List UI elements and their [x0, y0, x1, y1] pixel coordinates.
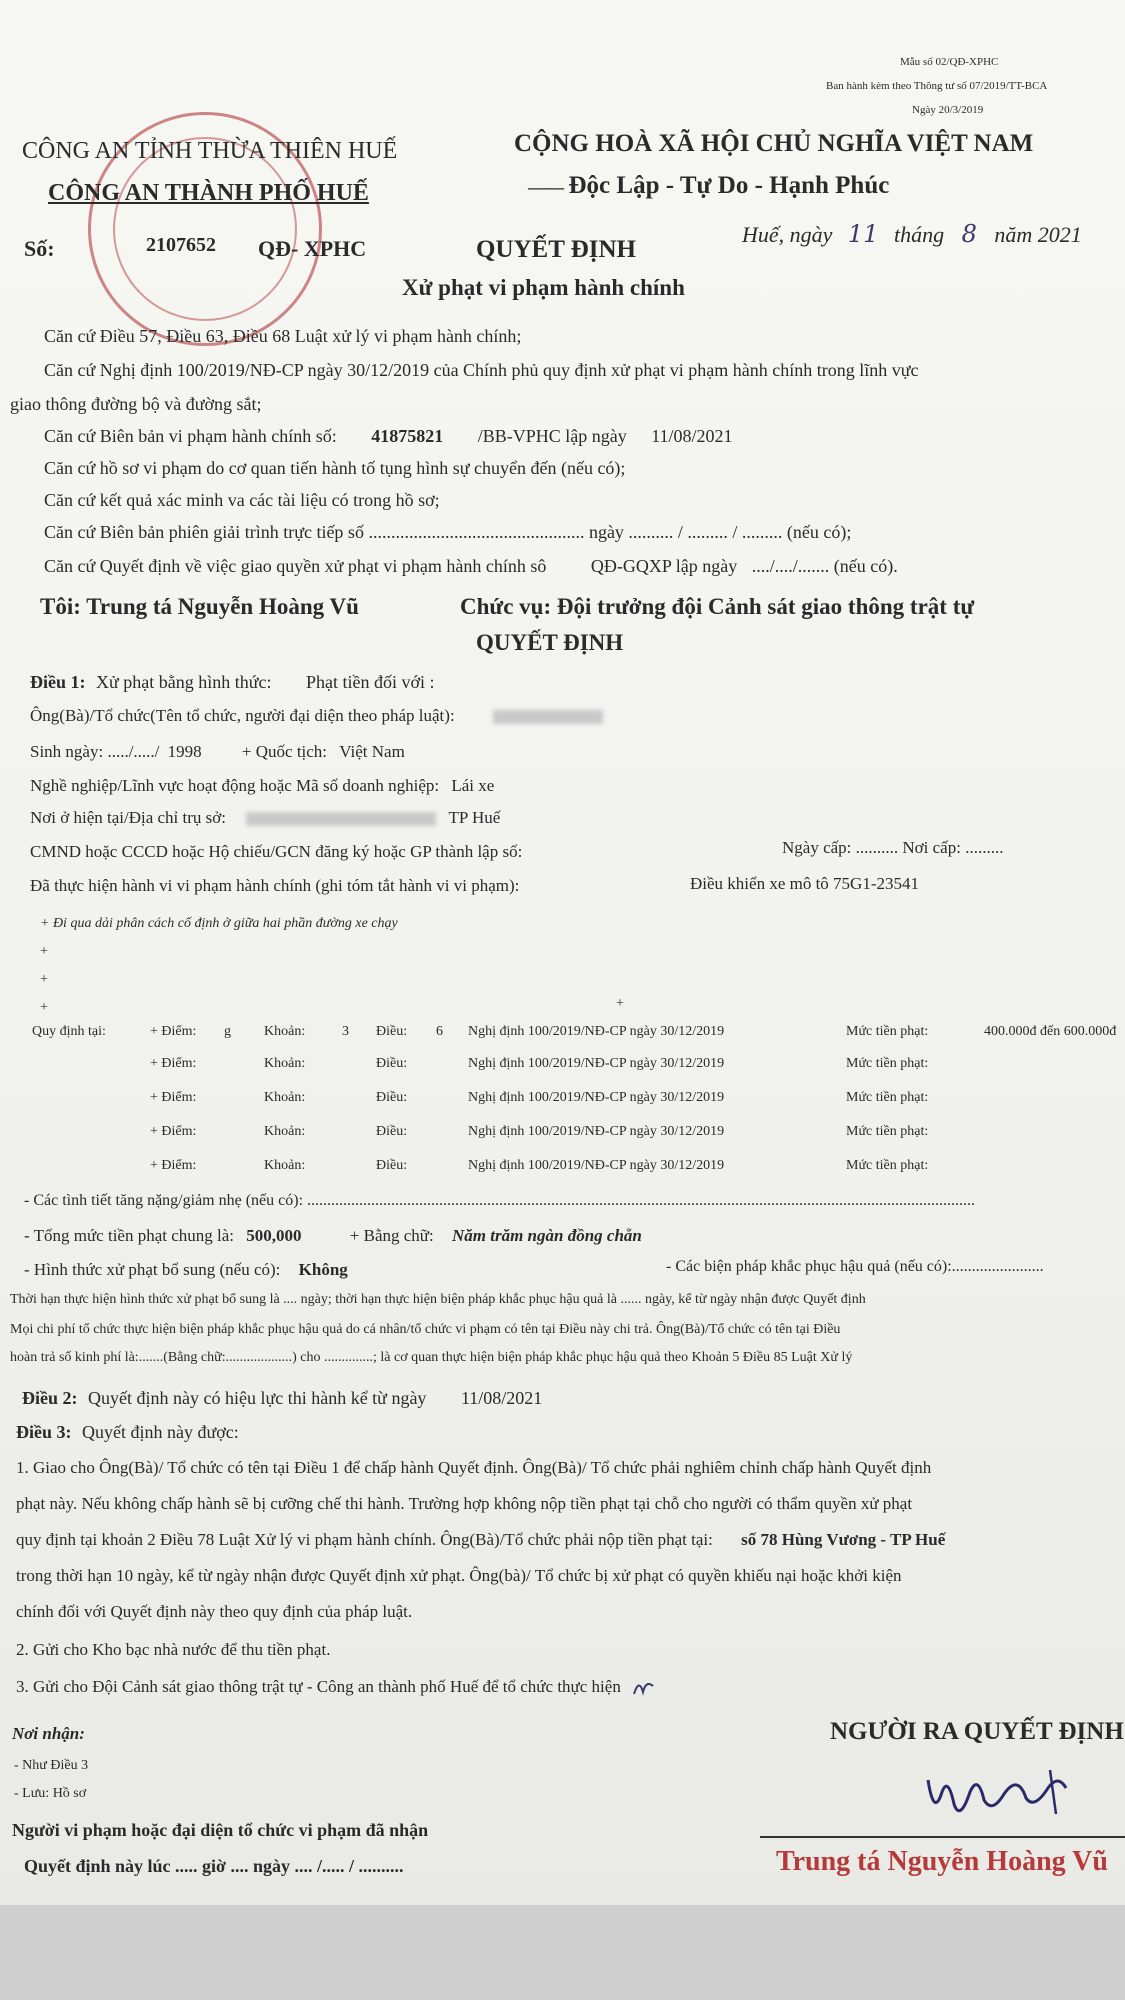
- rule-1-decree: Nghị định 100/2019/NĐ-CP ngày 30/12/2019: [468, 1024, 725, 1039]
- basis-2b: giao thông đường bộ và đường sắt;: [10, 394, 262, 414]
- rule-1-khoan: 3: [342, 1024, 349, 1039]
- note-3: hoàn trả số kinh phí là:.......(Bằng chữ:...................) cho ..............; là cơ quan thực hiện biện pháp khắc phục hậu quả theo Khoản 5 Điều 85 Luật Xử lý: [10, 1350, 853, 1365]
- rule-3-decree: Nghị định 100/2019/NĐ-CP ngày 30/12/2019: [468, 1090, 725, 1105]
- date-year: năm 2021: [994, 222, 1082, 247]
- note-2: Mọi chi phí tổ chức thực hiện biện pháp khắc phục hậu quả do cá nhân/tổ chức vi phạm có tên tại Điều này chi trả. Ông(Bà)/Tổ chức có tên tại Điều: [10, 1322, 841, 1337]
- so-suffix: QĐ- XPHC: [258, 236, 367, 261]
- address-line: [30, 808, 500, 828]
- total-value: 500,000: [246, 1226, 302, 1245]
- article-3-line: [16, 1422, 239, 1443]
- total-line: [24, 1226, 642, 1246]
- article-3-text: Quyết định này được:: [82, 1422, 239, 1442]
- rule-5-dieu-l: Điều:: [376, 1158, 408, 1173]
- received-label: Người vi phạm hoặc đại diện tổ chức vi phạm đã nhận: [12, 1820, 429, 1840]
- basis-7: [44, 556, 898, 577]
- violation-plus-3: +: [40, 972, 48, 987]
- job-label: Nghề nghiệp/Lĩnh vực hoạt động hoặc Mã số doanh nghiệp:: [30, 776, 440, 795]
- article-3-p2: phạt này. Nếu không chấp hành sẽ bị cưỡng chế thi hành. Trường hợp không nộp tiền phạt tại chỗ cho người có thẩm quyền xử phạt: [16, 1494, 913, 1513]
- rule-2-decree: Nghị định 100/2019/NĐ-CP ngày 30/12/2019: [468, 1056, 725, 1071]
- article-1-heading: Điều 1:: [30, 672, 86, 692]
- form-issued-with: Ban hành kèm theo Thông tư số 07/2019/TT-BCA: [826, 80, 1048, 92]
- rule-4-fine-l: Mức tiền phạt:: [846, 1124, 929, 1139]
- dob-year: 1998: [167, 742, 202, 761]
- rule-5-khoan-l: Khoản:: [264, 1158, 306, 1173]
- circumstances: - Các tình tiết tăng nặng/giảm nhẹ (nếu có): .......................................................................................................................................................................: [24, 1192, 976, 1209]
- rule-4-diem-l: + Điểm:: [150, 1124, 197, 1139]
- rule-3-dieu-l: Điều:: [376, 1090, 408, 1105]
- rule-2-dieu-l: Điều:: [376, 1056, 408, 1071]
- basis-3-label: Căn cứ Biên bản vi phạm hành chính số:: [44, 426, 337, 446]
- rule-2-khoan-l: Khoản:: [264, 1056, 306, 1071]
- rule-4-dieu-l: Điều:: [376, 1124, 408, 1139]
- rule-3-khoan-l: Khoản:: [264, 1090, 306, 1105]
- rule-1-diem: g: [224, 1024, 231, 1039]
- agency-1: CÔNG AN TỈNH THỪA THIÊN HUẾ: [22, 138, 398, 164]
- note-1: Thời hạn thực hiện hình thức xử phạt bổ sung là .... ngày; thời hạn thực hiện biện pháp khắc phục hậu quả là ...... ngày, kể từ ngày nhận được Quyết định: [10, 1292, 866, 1307]
- article-3-p3-line: [16, 1530, 945, 1550]
- violation-plus-2: +: [40, 944, 48, 959]
- recipients-label: Nơi nhận:: [12, 1724, 85, 1743]
- form-code: Mẫu số 02/QĐ-XPHC: [900, 56, 999, 68]
- article-1-form: Xử phạt bằng hình thức:: [96, 672, 272, 692]
- article-3-p5: chính đối với Quyết định này theo quy định của pháp luật.: [16, 1602, 413, 1621]
- article-2-line: [22, 1388, 542, 1409]
- words-value: Năm trăm ngàn đồng chẵn: [452, 1226, 642, 1245]
- date-month-label: tháng: [893, 222, 945, 247]
- rule-1-fine-l: Mức tiền phạt:: [846, 1024, 929, 1039]
- officer-position: Chức vụ: Đội trưởng đội Cảnh sát giao thông trật tự: [460, 594, 975, 619]
- article-3-p1: 1. Giao cho Ông(Bà)/ Tổ chức có tên tại Điều 1 để chấp hành Quyết định. Ông(Bà)/ Tổ chức phải nghiêm chỉnh chấp hành Quyết định: [16, 1458, 932, 1477]
- rule-4-khoan-l: Khoản:: [264, 1124, 306, 1139]
- rule-2-diem-l: + Điểm:: [150, 1056, 197, 1071]
- basis-1: Căn cứ Điều 57, Điều 63, Điều 68 Luật xử lý vi phạm hành chính;: [44, 326, 522, 346]
- id-label: CMND hoặc CCCD hoặc Hộ chiếu/GCN đăng ký hoặc GP thành lập số:: [30, 842, 523, 861]
- decision-heading: QUYẾT ĐỊNH: [476, 630, 624, 655]
- violation-vehicle: Điều khiển xe mô tô 75G1-23541: [690, 874, 919, 893]
- date-line: [742, 220, 1082, 248]
- words-label: + Bằng chữ:: [349, 1226, 434, 1245]
- article-3-p6: 2. Gửi cho Kho bạc nhà nước để thu tiền phạt.: [16, 1640, 331, 1659]
- form-issue-date: Ngày 20/3/2019: [912, 104, 984, 116]
- rule-2-fine-l: Mức tiền phạt:: [846, 1056, 929, 1071]
- article-1-heading-line: [30, 672, 435, 693]
- signature-divider: [760, 1836, 1125, 1838]
- article-3-p3: quy định tại khoản 2 Điều 78 Luật Xử lý vi phạm hành chính. Ông(Bà)/Tổ chức phải nộp tiền phạt tại:: [16, 1530, 713, 1549]
- date-day: 11: [847, 220, 879, 248]
- motto: —— Độc Lập - Tự Do - Hạnh Phúc: [528, 172, 890, 199]
- extra-value: Không: [298, 1260, 348, 1279]
- redacted-address: [246, 812, 436, 826]
- so-number: 2107652: [146, 234, 216, 256]
- rule-1-fine: 400.000đ đến 600.000đ: [984, 1024, 1117, 1039]
- recipient-2: - Lưu: Hồ sơ: [14, 1786, 87, 1801]
- rule-1-dieu-l: Điều:: [376, 1024, 408, 1039]
- signature-icon: [900, 1752, 1100, 1832]
- basis-4: Căn cứ hồ sơ vi phạm do cơ quan tiến hành tố tụng hình sự chuyển đến (nếu có);: [44, 458, 626, 478]
- motto-text: Độc Lập - Tự Do - Hạnh Phúc: [568, 172, 890, 199]
- date-prefix: Huế, ngày: [742, 222, 833, 247]
- rule-5-diem-l: + Điểm:: [150, 1158, 197, 1173]
- basis-7-c: ..../..../....... (nếu có).: [751, 556, 898, 576]
- rule-5-fine-l: Mức tiền phạt:: [846, 1158, 929, 1173]
- redacted-name: [493, 710, 603, 724]
- republic-title: CỘNG HOÀ XÃ HỘI CHỦ NGHĨA VIỆT NAM: [514, 130, 1034, 157]
- extra-label: - Hình thức xử phạt bổ sung (nếu có):: [24, 1260, 281, 1279]
- id-date: Ngày cấp: .......... Nơi cấp: .........: [782, 838, 1004, 857]
- remedy-label: - Các biện pháp khắc phục hậu quả (nếu có):.......................: [666, 1258, 1044, 1275]
- extra-line: [24, 1260, 348, 1280]
- rule-1-dieu: 6: [436, 1024, 443, 1039]
- recipient-1: - Như Điều 3: [14, 1758, 89, 1773]
- address-label: Nơi ở hiện tại/Địa chỉ trụ sở:: [30, 808, 226, 827]
- rule-3-fine-l: Mức tiền phạt:: [846, 1090, 929, 1105]
- violation-plus-4: +: [40, 1000, 48, 1015]
- nationality-value: Việt Nam: [339, 742, 405, 761]
- basis-7-b: QĐ-GQXP lập ngày: [590, 556, 738, 576]
- violation-1: + Đi qua dải phân cách cố định ở giữa hai phần đường xe chạy: [40, 916, 398, 931]
- doc-title: QUYẾT ĐỊNH: [476, 236, 636, 263]
- basis-6: Căn cứ Biên bản phiên giải trình trực tiếp số ................................................ ngày .......... / ......... / ......... (nếu có);: [44, 522, 852, 542]
- article-1-penalty: Phạt tiền đối với :: [305, 672, 435, 692]
- violation-plus-5: +: [616, 996, 624, 1011]
- basis-3-suffix: /BB-VPHC lập ngày: [477, 426, 627, 446]
- basis-3: [44, 426, 733, 447]
- article-3-p7: 3. Gửi cho Đội Cảnh sát giao thông trật tự - Công an thành phố Huế để tổ chức thực hiện: [16, 1676, 621, 1696]
- article-3-p7-line: [16, 1676, 657, 1700]
- total-label: - Tổng mức tiền phạt chung là:: [24, 1226, 235, 1245]
- nationality-label: + Quốc tịch:: [241, 742, 328, 761]
- basis-3-number: 41875821: [371, 426, 444, 446]
- article-2-date: 11/08/2021: [460, 1388, 543, 1408]
- person-line: [30, 706, 603, 726]
- signer-title: NGƯỜI RA QUYẾT ĐỊNH: [830, 1718, 1124, 1745]
- job-value: Lái xe: [451, 776, 495, 795]
- date-month: 8: [961, 220, 977, 248]
- violation-label: Đã thực hiện hành vi vi phạm hành chính (ghi tóm tắt hành vi vi phạm):: [30, 876, 520, 895]
- rule-5-decree: Nghị định 100/2019/NĐ-CP ngày 30/12/2019: [468, 1158, 725, 1173]
- doc-subtitle: Xử phạt vi phạm hành chính: [402, 275, 685, 300]
- job-line: [30, 776, 494, 796]
- rule-1-diem-l: + Điểm:: [150, 1024, 197, 1039]
- basis-3-date: 11/08/2021: [651, 426, 733, 446]
- article-3-p3-place: số 78 Hùng Vương - TP Huế: [741, 1530, 946, 1549]
- rule-3-diem-l: + Điểm:: [150, 1090, 197, 1105]
- officer-name: Tôi: Trung tá Nguyễn Hoàng Vũ: [40, 594, 359, 619]
- person-label: Ông(Bà)/Tổ chức(Tên tổ chức, người đại diện theo pháp luật):: [30, 706, 455, 725]
- received-time: Quyết định này lúc ..... giờ .... ngày .... /..... / ..........: [24, 1856, 404, 1876]
- signer-name: Trung tá Nguyễn Hoàng Vũ: [776, 1846, 1108, 1877]
- basis-5: Căn cứ kết quả xác minh va các tài liệu có trong hồ sơ;: [44, 490, 440, 510]
- basis-7-a: Căn cứ Quyết định về việc giao quyền xử phạt vi phạm hành chính sô: [44, 556, 547, 576]
- so-label: Số:: [24, 236, 55, 261]
- rules-label: Quy định tại:: [32, 1024, 106, 1039]
- rule-1-khoan-l: Khoản:: [264, 1024, 306, 1039]
- rule-4-decree: Nghị định 100/2019/NĐ-CP ngày 30/12/2019: [468, 1124, 725, 1139]
- address-city: TP Huế: [448, 808, 501, 827]
- article-3-p4: trong thời hạn 10 ngày, kể từ ngày nhận được Quyết định xử phạt. Ông(bà)/ Tổ chức bị xử phạt có quyền khiếu nại hoặc khởi kiện: [16, 1566, 902, 1585]
- article-3-heading: Điều 3:: [16, 1422, 72, 1442]
- basis-2a: Căn cứ Nghị định 100/2019/NĐ-CP ngày 30/12/2019 của Chính phủ quy định xử phạt vi phạm hành chính trong lĩnh vực: [44, 360, 919, 380]
- dob-label: Sinh ngày: ...../...../: [30, 742, 160, 761]
- dob-line: [30, 742, 405, 762]
- initial-mark-icon: [631, 1676, 657, 1700]
- agency-2: CÔNG AN THÀNH PHỐ HUẾ: [48, 180, 369, 206]
- article-2-heading: Điều 2:: [22, 1388, 78, 1408]
- article-2-text: Quyết định này có hiệu lực thi hành kể từ ngày: [88, 1388, 427, 1408]
